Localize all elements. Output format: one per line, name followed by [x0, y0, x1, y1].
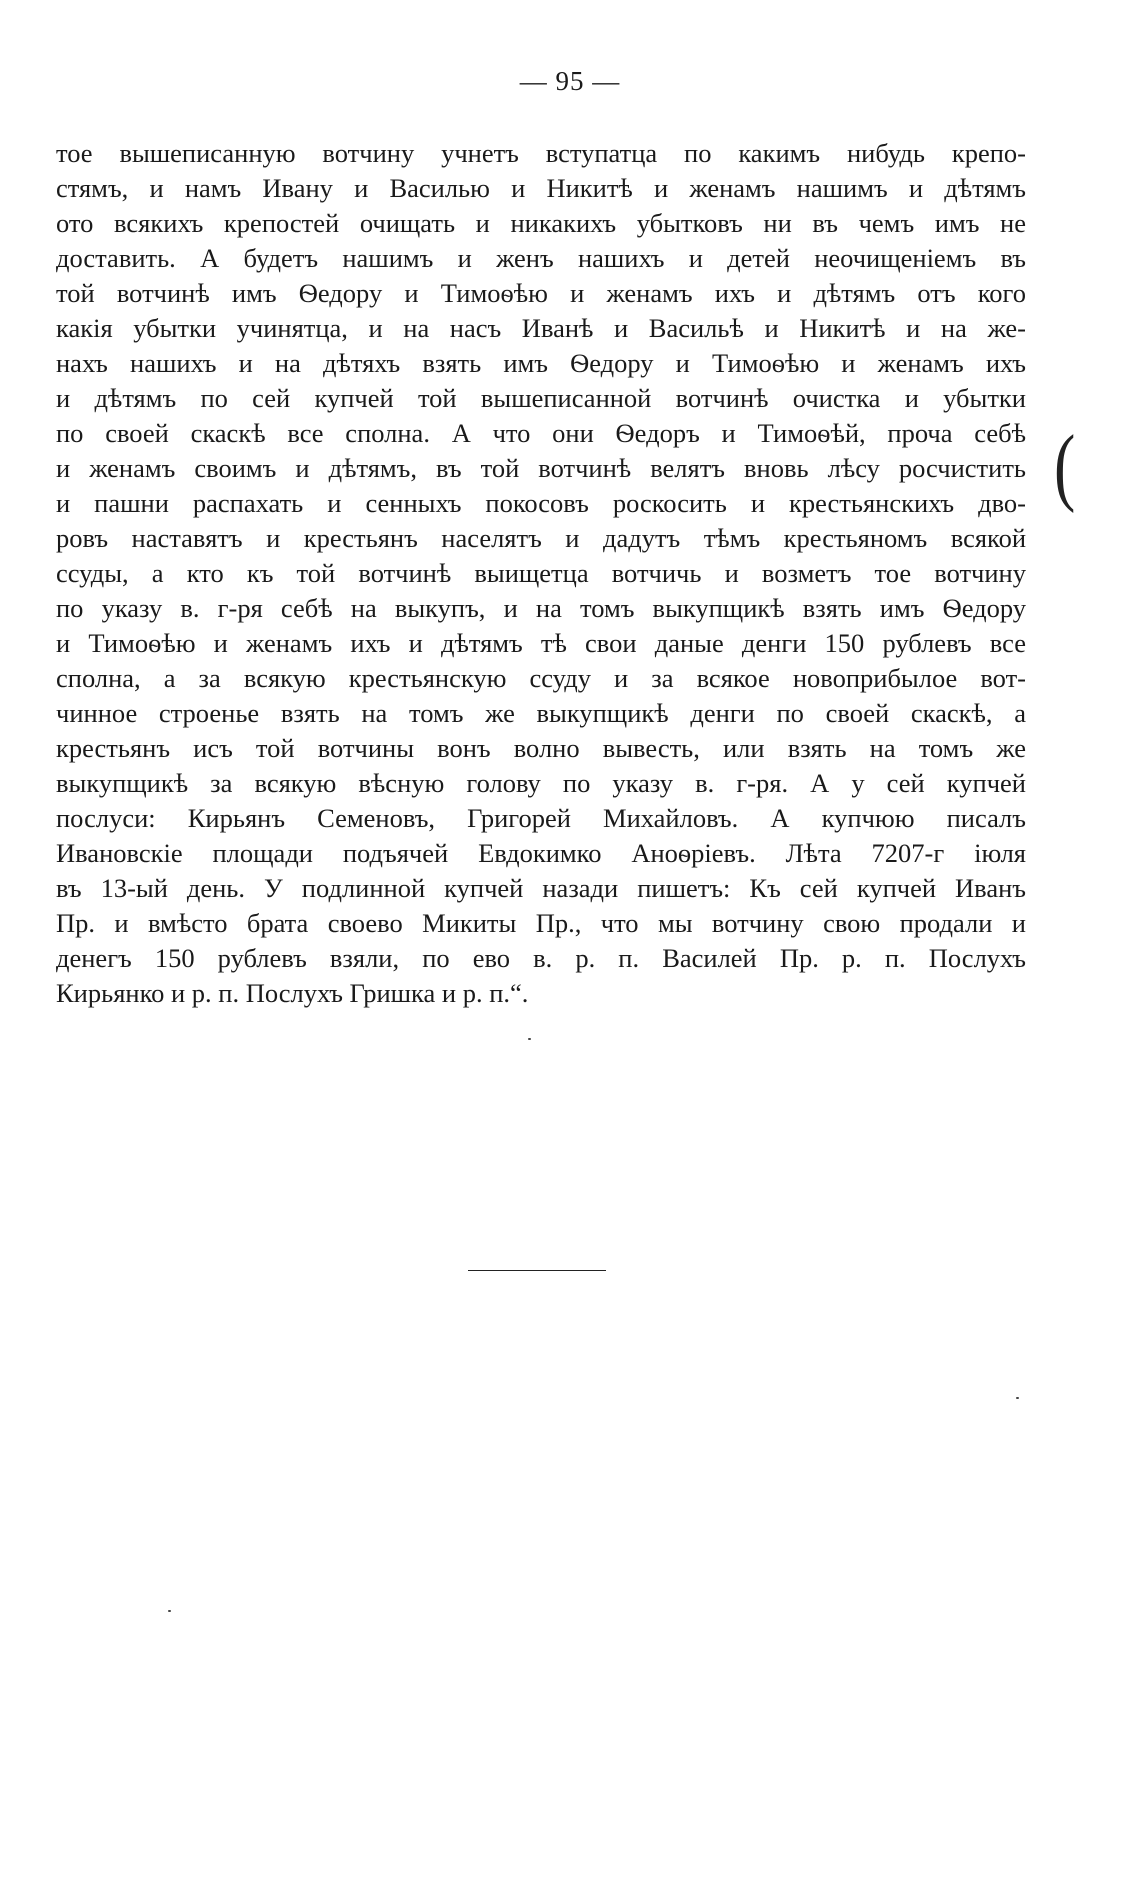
text-line: и женамъ своимъ и дѣтямъ, въ той вотчинѣ велятъ вновь лѣсу росчистить	[56, 453, 1026, 483]
text-line: крестьянъ исъ той вотчины вонъ волно вывесть, или взять на томъ же	[56, 733, 1026, 763]
text-line: и дѣтямъ по сей купчей той вышеписанной вотчинѣ очистка и убытки	[56, 383, 1026, 413]
text-line: по указу в. г-ря себѣ на выкупъ, и на томъ выкупщикѣ взять имъ Ѳедору	[56, 593, 1026, 623]
scan-speck	[528, 1038, 531, 1040]
text-line: денегъ 150 рублевъ взяли, по ево в. р. п. Василей Пр. р. п. Послухъ	[56, 943, 1026, 973]
text-line: ровъ наставятъ и крестьянъ населятъ и дадутъ тѣмъ крестьяномъ всякой	[56, 523, 1026, 553]
text-line: по своей скаскѣ все сполна. А что они Ѳедоръ и Тимоѳѣй, проча себѣ	[56, 418, 1026, 448]
scan-speck	[168, 1610, 171, 1612]
text-line: и Тимоѳѣю и женамъ ихъ и дѣтямъ тѣ свои даные денги 150 рублевъ все	[56, 628, 1026, 658]
text-line: и пашни распахать и сенныхъ покосовъ роскосить и крестьянскихъ дво-	[56, 488, 1026, 518]
text-line: той вотчинѣ имъ Ѳедору и Тимоѳѣю и женамъ ихъ и дѣтямъ отъ кого	[56, 278, 1026, 308]
text-line: доставить. А будетъ нашимъ и женъ нашихъ и детей неочищеніемъ въ	[56, 243, 1026, 273]
text-line-last: Кирьянко и р. п. Послухъ Гришка и р. п.“.	[56, 978, 529, 1008]
text-line: ото всякихъ крепостей очищать и никакихъ убытковъ ни въ чемъ имъ не	[56, 208, 1026, 238]
end-rule-divider	[468, 1270, 606, 1271]
page-number: — 95 —	[519, 66, 621, 96]
text-line: въ 13-ый день. У подлинной купчей назади пишетъ: Къ сей купчей Иванъ	[56, 873, 1026, 903]
text-line: Ивановскіе площади подъячей Евдокимко Аноѳріевъ. Лѣта 7207-г іюля	[56, 838, 1026, 868]
text-line: ссуды, а кто къ той вотчинѣ выищетца вотчичь и возметъ тое вотчину	[56, 558, 1026, 588]
margin-bracket-mark: (	[1054, 417, 1076, 514]
text-line: выкупщикѣ за всякую вѣсную голову по указу в. г-ря. А у сей купчей	[56, 768, 1026, 798]
text-line: нахъ нашихъ и на дѣтяхъ взять имъ Ѳедору и Тимоѳѣю и женамъ ихъ	[56, 348, 1026, 378]
text-line: Пр. и вмѣсто брата своево Микиты Пр., что мы вотчину свою продали и	[56, 908, 1026, 938]
text-line: какія убытки учинятца, и на насъ Иванѣ и Васильѣ и Никитѣ и на же-	[56, 313, 1026, 343]
body-text	[56, 136, 1026, 1011]
text-line: послуси: Кирьянъ Семеновъ, Григорей Михайловъ. А купчюю писалъ	[56, 803, 1026, 833]
text-line: стямъ, и намъ Ивану и Василью и Никитѣ и женамъ нашимъ и дѣтямъ	[56, 173, 1026, 203]
text-line: тое вышеписанную вотчину учнетъ вступатца по какимъ нибудь крепо-	[56, 138, 1026, 168]
scan-speck	[1016, 1397, 1019, 1399]
text-line: чинное строенье взять на томъ же выкупщикѣ денги по своей скаскѣ, а	[56, 698, 1026, 728]
text-line: сполна, а за всякую крестьянскую ссуду и за всякое новоприбылое вот-	[56, 663, 1026, 693]
